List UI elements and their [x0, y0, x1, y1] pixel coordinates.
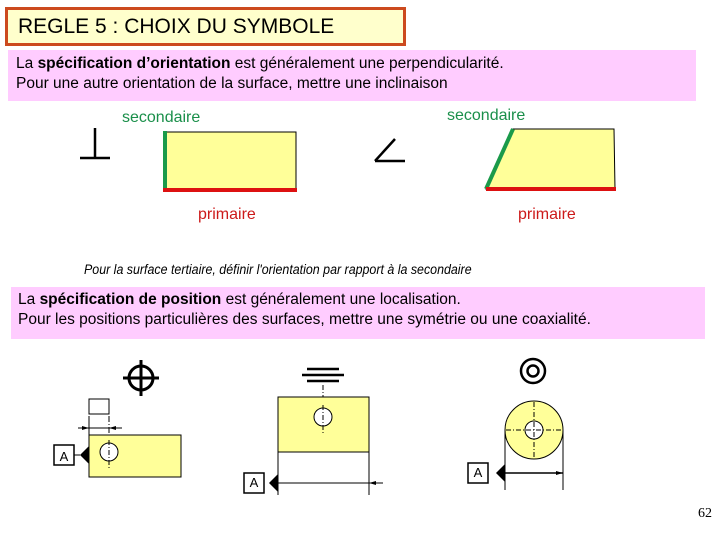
title-text: REGLE 5 : CHOIX DU SYMBOLE	[18, 15, 335, 38]
text: La	[16, 55, 38, 72]
slide-title	[5, 7, 406, 46]
orientation-line-1	[16, 54, 696, 74]
perpendicularity-icon	[80, 128, 110, 160]
angularity-icon	[373, 137, 405, 163]
symmetry-icon	[302, 367, 344, 385]
text: La	[18, 291, 40, 308]
tertiary-note: Pour la surface tertiaire, définir l'orientation par rapport à la secondaire	[84, 262, 472, 277]
position-spec-box	[11, 287, 705, 339]
orientation-line-2: Pour une autre orientation de la surface, mettre une inclinaison	[16, 75, 448, 92]
bold-term: spécification d’orientation	[37, 55, 231, 72]
datum-label-1: A	[59, 449, 69, 464]
secondary-label-2: secondaire	[447, 107, 526, 124]
symmetry-part-diagram	[240, 385, 400, 497]
page-number: 62	[698, 506, 712, 521]
primary-label-1: primaire	[198, 206, 256, 223]
position-line-2: Pour les positions particulières des surfaces, mettre une symétrie ou une coaxialité.	[18, 311, 591, 328]
secondary-label-1: secondaire	[122, 109, 201, 126]
position-line-1	[18, 290, 705, 310]
concentricity-icon	[519, 357, 547, 385]
text: est généralement une perpendicularité.	[230, 55, 504, 72]
orientation-spec-box	[8, 50, 696, 101]
datum-label-2: A	[249, 475, 259, 490]
text: est généralement une localisation.	[221, 291, 461, 308]
primary-label-2: primaire	[518, 206, 576, 223]
position-icon	[121, 358, 161, 398]
localisation-part-diagram	[50, 398, 200, 480]
perpendicular-part-diagram	[163, 131, 299, 193]
inclined-part-diagram	[484, 127, 620, 191]
datum-label-3: A	[473, 465, 483, 480]
bold-term: spécification de position	[39, 291, 222, 308]
